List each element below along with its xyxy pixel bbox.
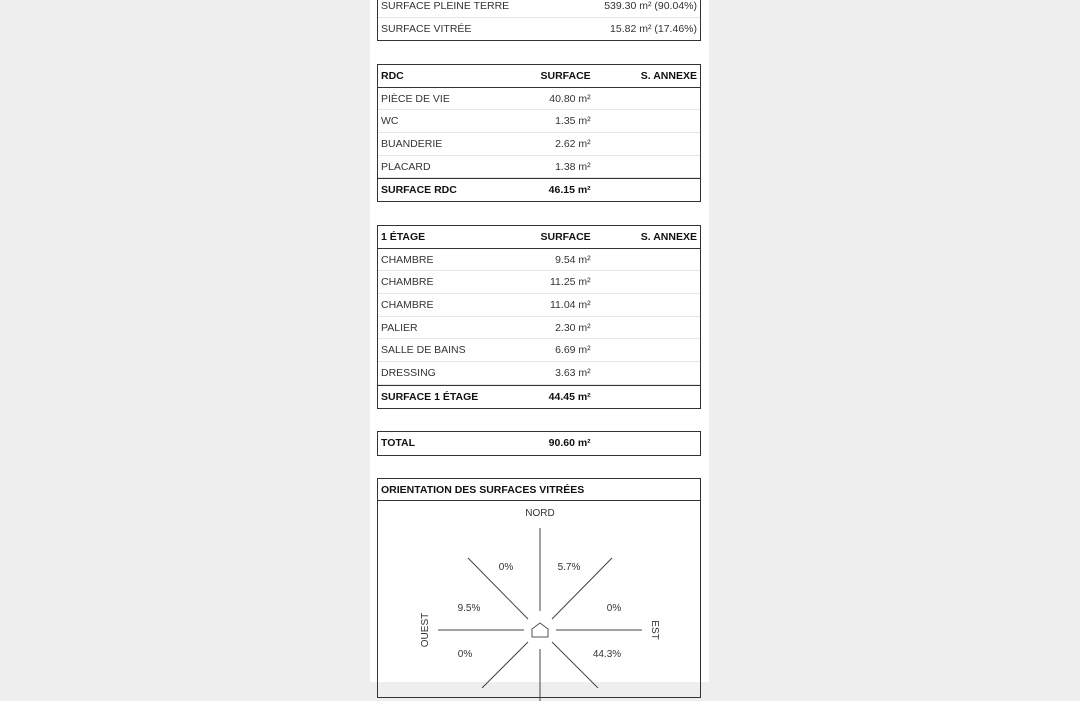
room-name: CHAMBRE <box>381 276 434 289</box>
room-surface: 2.62 m² <box>555 137 591 150</box>
room-surface: 1.38 m² <box>555 160 591 173</box>
room-surface: 11.25 m² <box>550 276 591 289</box>
header-name: RDC <box>381 69 404 82</box>
surface-vitree-row <box>378 18 700 41</box>
room-name: WC <box>381 115 399 128</box>
grand-total-surface: 90.60 m² <box>548 437 591 450</box>
table-total-row <box>378 385 700 408</box>
table-total-row <box>378 178 700 201</box>
surfaces-table <box>377 0 701 41</box>
room-name: CHAMBRE <box>381 298 434 311</box>
table-row <box>378 88 700 111</box>
table-row <box>378 362 700 385</box>
room-surface: 6.69 m² <box>555 344 591 357</box>
orientation-title: ORIENTATION DES SURFACES VITRÉES <box>378 479 700 501</box>
table-row <box>378 294 700 317</box>
pct-ouest-sud: 0% <box>457 649 473 660</box>
ray-south-east <box>552 642 598 688</box>
table-row <box>378 156 700 179</box>
room-name: CHAMBRE <box>381 253 434 266</box>
orientation-box <box>377 478 701 698</box>
row-label: SURFACE VITRÉE <box>381 23 472 36</box>
total-surface: 46.15 m² <box>548 184 591 197</box>
room-surface: 9.54 m² <box>555 253 591 266</box>
ray-south-west <box>482 642 528 688</box>
rdc-table <box>377 64 701 202</box>
room-surface: 2.30 m² <box>555 321 591 334</box>
grand-total-row <box>378 432 700 455</box>
label-ouest: OUEST <box>420 612 431 648</box>
house-icon <box>532 623 548 637</box>
pct-est-nord: 0% <box>606 603 622 614</box>
room-name: PIÈCE DE VIE <box>381 92 450 105</box>
total-surface: 44.45 m² <box>548 390 591 403</box>
orientation-compass <box>378 501 700 701</box>
pct-nord-ouest: 0% <box>498 562 514 573</box>
grand-total-table <box>377 431 701 456</box>
pct-ouest-nord: 9.5% <box>457 603 481 614</box>
table-row <box>378 249 700 272</box>
row-value: 15.82 m² (17.46%) <box>610 23 697 36</box>
table-header <box>378 65 700 88</box>
room-name: PALIER <box>381 321 418 334</box>
room-surface: 3.63 m² <box>555 366 591 379</box>
table-row <box>378 110 700 133</box>
row-value: 539.30 m² (90.04%) <box>604 0 697 12</box>
room-name: PLACARD <box>381 160 431 173</box>
row-label: SURFACE PLEINE TERRE <box>381 0 510 12</box>
pct-est-sud: 44.3% <box>592 649 622 660</box>
table-row <box>378 317 700 340</box>
header-name: 1 ÉTAGE <box>381 230 426 243</box>
header-surface: SURFACE <box>540 69 591 82</box>
pct-nord-est: 5.7% <box>557 562 581 573</box>
label-nord: NORD <box>525 508 555 519</box>
room-name: BUANDERIE <box>381 137 443 150</box>
room-surface: 40.80 m² <box>549 92 591 105</box>
room-surface: 1.35 m² <box>555 115 591 128</box>
header-annexe: S. ANNEXE <box>640 230 697 243</box>
total-name: SURFACE RDC <box>381 184 457 197</box>
table-header <box>378 226 700 249</box>
total-name: SURFACE 1 ÉTAGE <box>381 390 479 403</box>
header-annexe: S. ANNEXE <box>640 69 697 82</box>
table-row <box>378 271 700 294</box>
room-name: DRESSING <box>381 366 436 379</box>
surface-pleine-terre-row <box>378 0 700 18</box>
etage-table <box>377 225 701 409</box>
room-surface: 11.04 m² <box>550 298 591 311</box>
room-name: SALLE DE BAINS <box>381 344 466 357</box>
table-row <box>378 133 700 156</box>
page <box>370 0 709 682</box>
header-surface: SURFACE <box>540 230 591 243</box>
label-est: EST <box>649 620 660 640</box>
table-row <box>378 339 700 362</box>
grand-total-name: TOTAL <box>381 437 416 450</box>
